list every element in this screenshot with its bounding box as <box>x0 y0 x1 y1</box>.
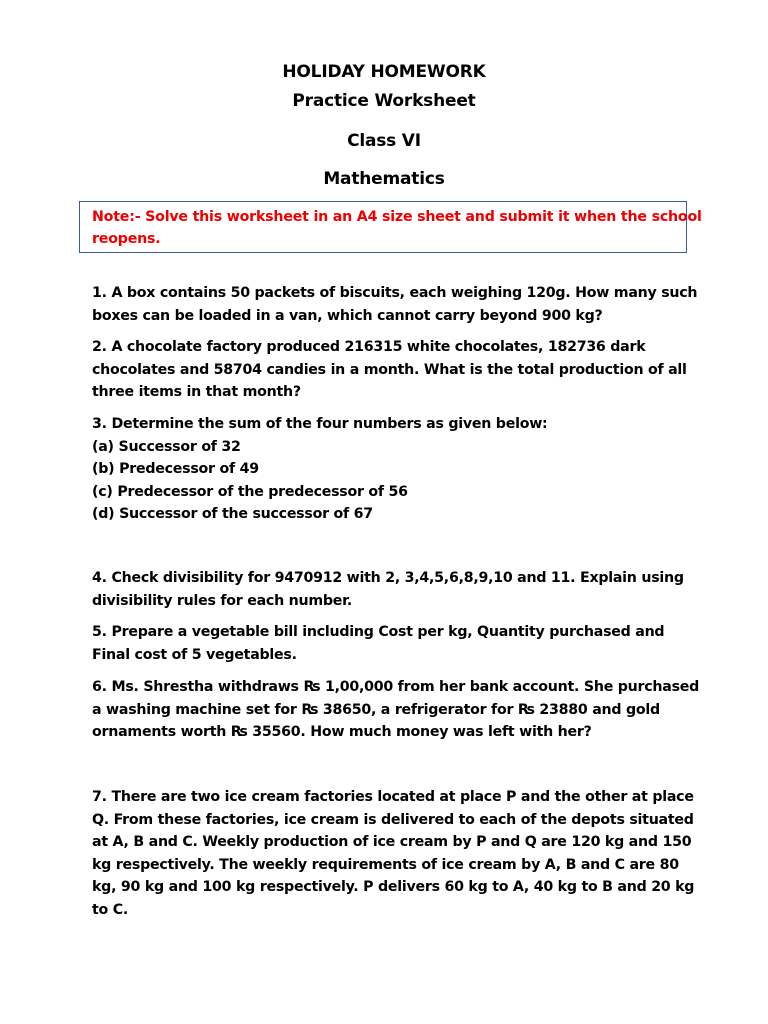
header-class: Class VI <box>347 131 421 151</box>
question-5 <box>92 621 692 666</box>
question-line: (c) Predecessor of the predecessor of 56 <box>92 483 408 500</box>
question-line: 5. Prepare a vegetable bill including Cost per kg, Quantity purchased and <box>92 624 665 640</box>
question-line: chocolates and 58704 candies in a month. What is the total production of all <box>92 361 687 378</box>
question-line: Final cost of 5 vegetables. <box>92 646 297 663</box>
question-line: 4. Check divisibility for 9470912 with 2, 3,4,5,6,8,9,10 and 11. Explain using <box>92 570 684 586</box>
header-subject: Mathematics <box>323 169 445 189</box>
question-line: a washing machine set for ₨ 38650, a refrigerator for ₨ 23880 and gold <box>92 701 660 718</box>
question-line: at A, B and C. Weekly production of ice cream by P and Q are 120 kg and 150 <box>92 834 692 850</box>
note-box <box>79 201 702 253</box>
question-6 <box>92 676 700 744</box>
question-1 <box>92 282 698 327</box>
note-line: Note:- Solve this worksheet in an A4 size sheet and submit it when the school <box>92 209 702 225</box>
question-2 <box>92 336 692 404</box>
header-subtitle: Practice Worksheet <box>292 91 476 111</box>
question-line: boxes can be loaded in a van, which cannot carry beyond 900 kg? <box>92 307 603 324</box>
question-line: to C. <box>92 901 129 918</box>
question-line: 6. Ms. Shrestha withdraws ₨ 1,00,000 from her bank account. She purchased <box>92 679 700 695</box>
question-3 <box>92 413 692 526</box>
question-line: 2. A chocolate factory produced 216315 white chocolates, 182736 dark <box>92 339 646 355</box>
question-line: Q. From these factories, ice cream is delivered to each of the depots situated <box>92 811 694 828</box>
question-line: 3. Determine the sum of the four numbers as given below: <box>92 416 548 432</box>
question-line: three items in that month? <box>92 384 301 400</box>
question-line: ornaments worth ₨ 35560. How much money was left with her? <box>92 724 592 740</box>
question-line: 1. A box contains 50 packets of biscuits, each weighing 120g. How many such <box>92 285 698 301</box>
question-line: kg respectively. The weekly requirements of ice cream by A, B and C are 80 <box>92 856 679 873</box>
note-line: reopens. <box>92 231 161 247</box>
question-line: kg, 90 kg and 100 kg respectively. P delivers 60 kg to A, 40 kg to B and 20 kg <box>92 879 695 895</box>
question-line: (d) Successor of the successor of 67 <box>92 506 373 522</box>
question-line: divisibility rules for each number. <box>92 592 352 609</box>
question-line: 7. There are two ice cream factories located at place P and the other at place <box>92 789 694 805</box>
header-title: HOLIDAY HOMEWORK <box>282 62 486 82</box>
note-text <box>92 206 702 250</box>
question-line: (b) Predecessor of 49 <box>92 461 259 477</box>
question-4 <box>92 567 692 612</box>
question-line: (a) Successor of 32 <box>92 438 241 455</box>
question-7 <box>92 786 695 921</box>
